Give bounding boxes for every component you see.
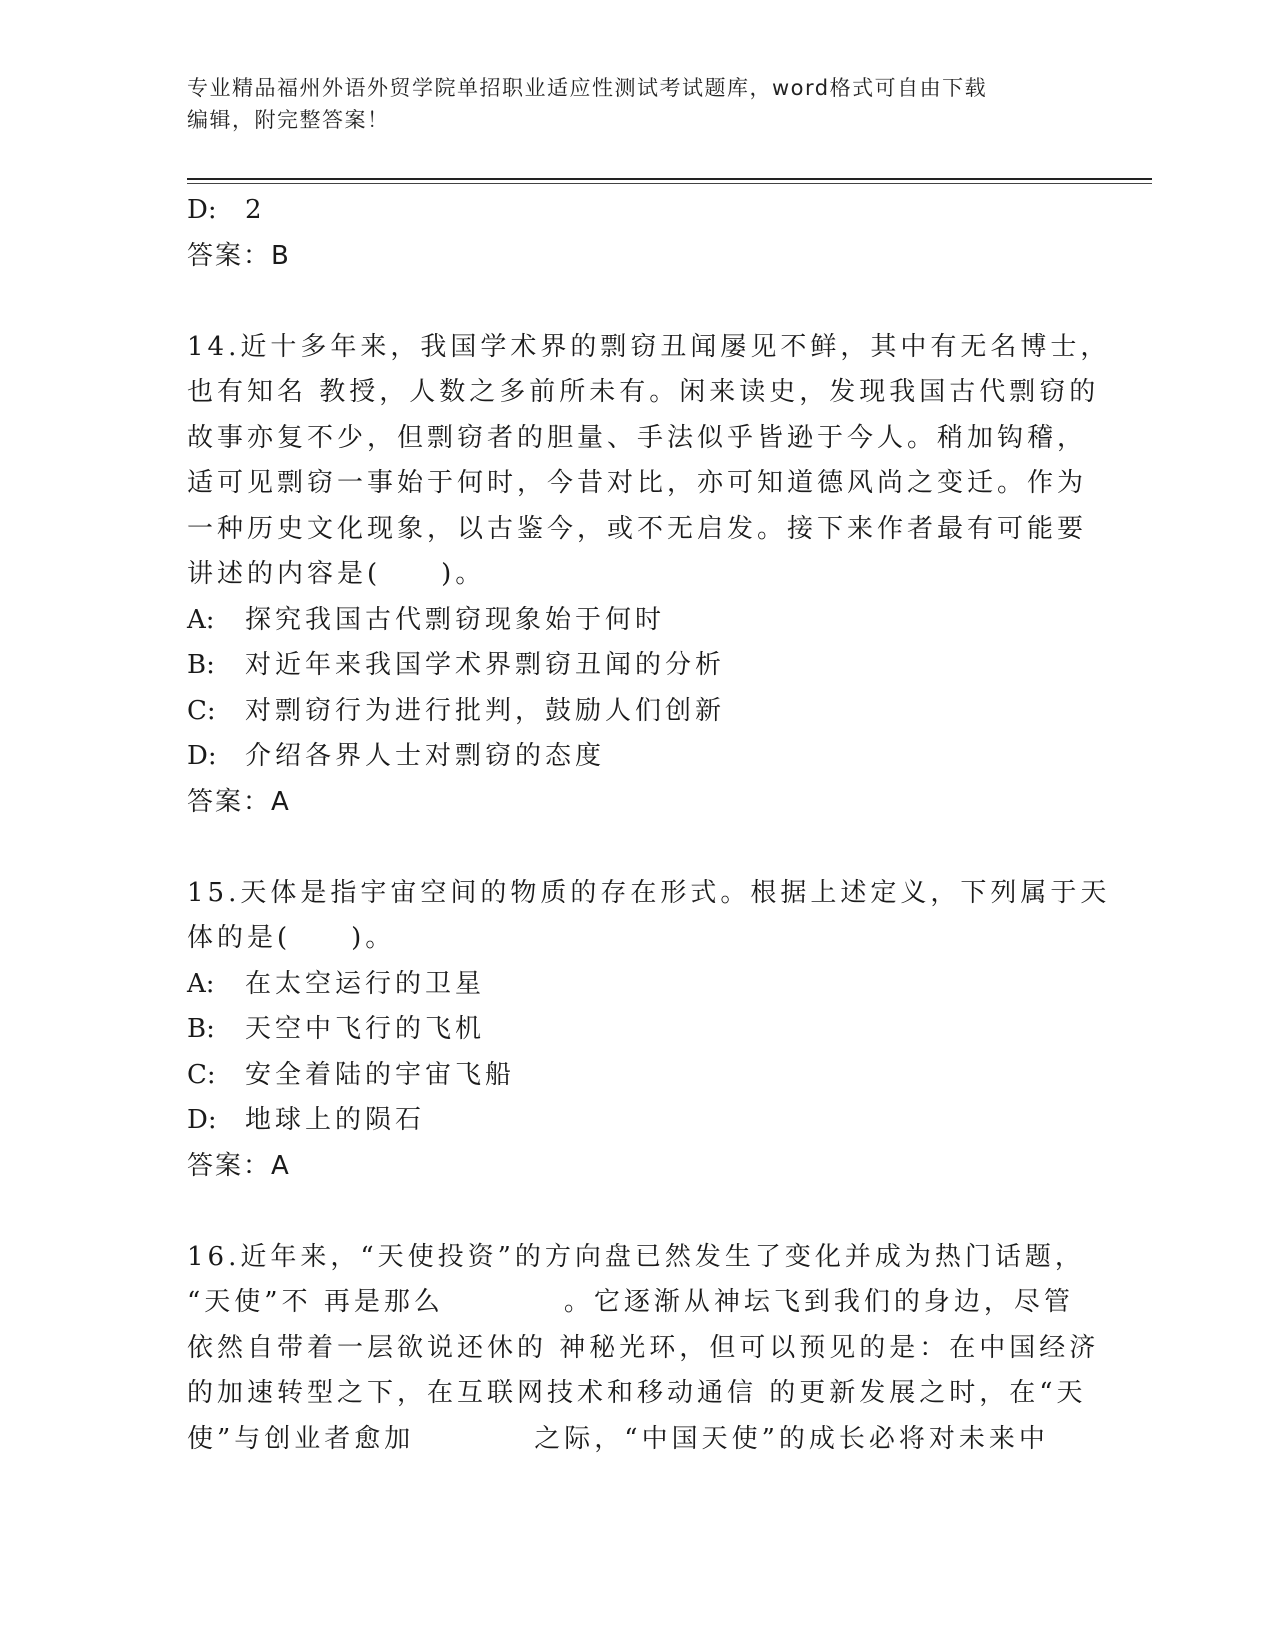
header-rule-thin — [187, 183, 1152, 184]
option-text: 天空中飞行的飞机 — [245, 1014, 486, 1044]
spacer — [187, 279, 1067, 325]
question-line: 一种历史文化现象，以古鉴今，或不无启发。接下来作者最有可能要 — [187, 513, 1088, 544]
answer-line: 答案：A — [187, 786, 291, 817]
header-line-2: 编辑，附完整答案！ — [187, 108, 390, 132]
option-text: 介绍各界人士对剽窃的态度 — [245, 741, 606, 771]
option-c — [187, 1053, 1067, 1099]
spacer — [187, 1189, 1067, 1235]
option-letter: B: — [187, 650, 215, 680]
question-line: 15.天体是指宇宙空间的物质的存在形式。根据上述定义，下列属于天 — [187, 877, 1111, 908]
header-rule-thick — [187, 178, 1152, 180]
question-15 — [187, 871, 1111, 1190]
answer-line: 答案：B — [187, 240, 291, 271]
question-line: 使”与创业者愈加 之际，“中国天使”的成长必将对未来中 — [187, 1423, 1049, 1454]
option-text: 对近年来我国学术界剽窃丑闻的分析 — [245, 650, 726, 680]
question-16 — [187, 1235, 1100, 1463]
document-header — [187, 72, 1067, 136]
option-letter: D: — [187, 195, 217, 225]
option-letter: C: — [187, 695, 216, 726]
option-b — [187, 643, 1067, 689]
option-a — [187, 962, 1067, 1008]
option-text: 在太空运行的卫星 — [245, 968, 486, 999]
question-line: 的加速转型之下，在互联网技术和移动通信 的更新发展之时，在“天 — [187, 1378, 1087, 1408]
option-letter: D: — [187, 741, 217, 771]
option-letter: A: — [187, 968, 215, 999]
question-line: 也有知名 教授，人数之多前所未有。闲来读史，发现我国古代剽窃的 — [187, 377, 1100, 407]
question-line: 14.近十多年来，我国学术界的剽窃丑闻屡见不鲜，其中有无名博士， — [187, 331, 1111, 362]
option-letter: B: — [187, 1014, 215, 1044]
question-line: 依然自带着一层欲说还休的 神秘光环，但可以预见的是：在中国经济 — [187, 1332, 1100, 1363]
question-line: 16.近年来，“天使投资”的方向盘已然发生了变化并成为热门话题， — [187, 1241, 1085, 1272]
answer-line: 答案：A — [187, 1150, 291, 1181]
option-letter: A: — [187, 604, 215, 635]
option-d — [187, 734, 1067, 780]
question-line: 适可见剽窃一事始于何时，今昔对比，亦可知道德风尚之变迁。作为 — [187, 468, 1088, 498]
option-letter: D: — [187, 1105, 217, 1135]
option-b — [187, 1007, 1067, 1053]
option-text: 探究我国古代剽窃现象始于何时 — [245, 604, 666, 635]
question-line: 故事亦复不少，但剽窃者的胆量、手法似乎皆逊于今人。稍加钩稽， — [187, 422, 1088, 453]
option-letter: C: — [187, 1059, 216, 1090]
question-content — [187, 188, 1111, 1462]
option-a — [187, 598, 1067, 644]
option-d — [187, 188, 1067, 234]
header-line-1: 专业精品福州外语外贸学院单招职业适应性测试考试题库，word格式可自由下载 — [187, 76, 988, 100]
question-line: “天使”不 再是那么 。它逐渐从神坛飞到我们的身边，尽管 — [187, 1287, 1074, 1317]
question-14 — [187, 325, 1111, 826]
question-line: 体的是( )。 — [187, 923, 396, 953]
option-text: 安全着陆的宇宙飞船 — [245, 1059, 516, 1090]
option-text: 2 — [245, 195, 266, 225]
option-c — [187, 689, 1067, 735]
option-text: 地球上的陨石 — [245, 1105, 426, 1135]
option-d — [187, 1098, 1067, 1144]
option-text: 对剽窃行为进行批判，鼓励人们创新 — [245, 695, 726, 726]
question-line: 讲述的内容是( )。 — [187, 559, 486, 589]
spacer — [187, 825, 1067, 871]
